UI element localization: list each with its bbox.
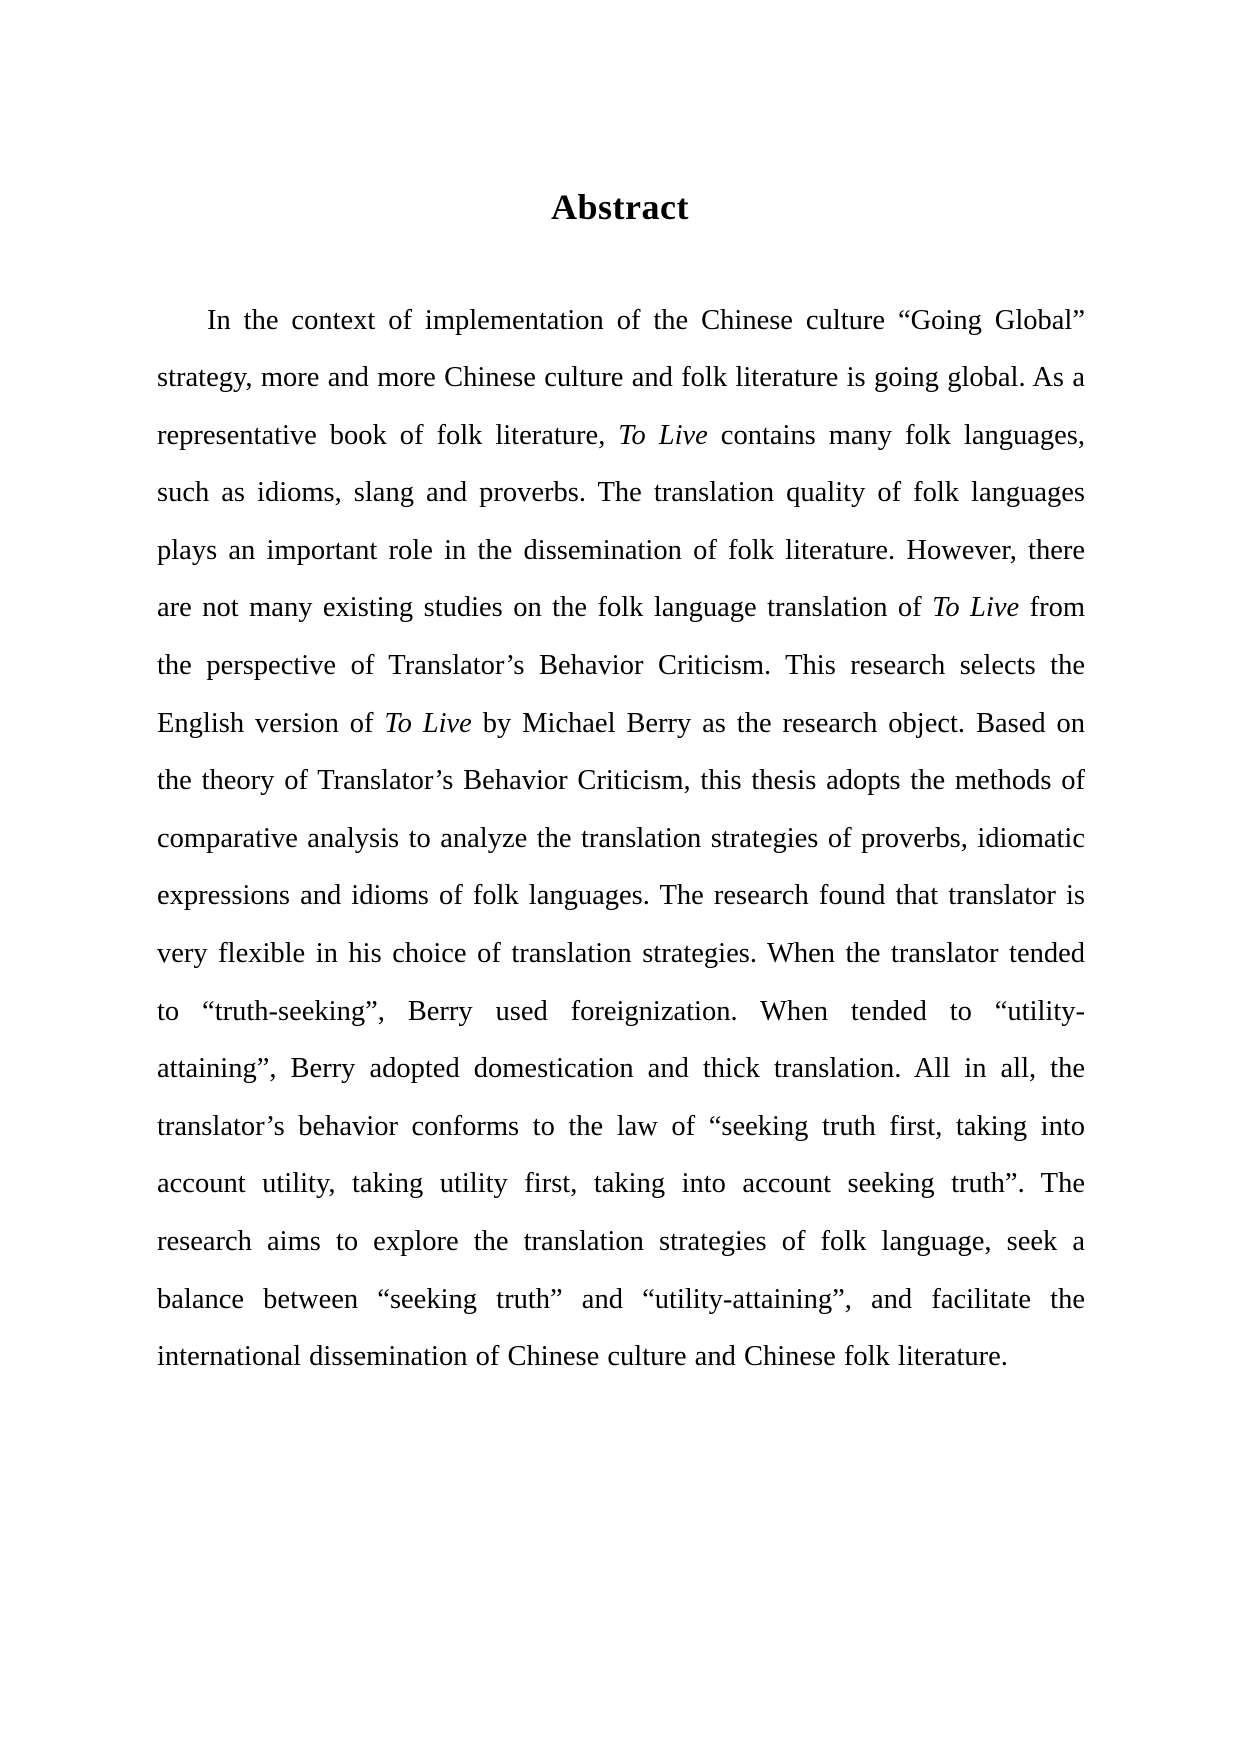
paragraph-text: contains many folk languages, such as idioms, slang and proverbs. The translation quality of folk languages plays an important role in the dissemination of folk literature. However, there are not many existing studies on the folk language translation of — [157, 419, 1085, 624]
abstract-paragraph — [157, 292, 1085, 1386]
paragraph-text: In the context of implementation of the Chinese culture “Going Global” strategy, more and more Chinese culture and folk literature is going global. As a representative book of folk literature, — [157, 304, 1085, 451]
book-title-italic: To Live — [932, 592, 1020, 624]
book-title-italic: To Live — [384, 707, 472, 739]
paragraph-text: from the perspective of Translator’s Behavior Criticism. This research selects the English version of — [157, 592, 1085, 739]
page-title: Abstract — [551, 187, 689, 227]
paragraph-text: by Michael Berry as the research object. Based on the theory of Translator’s Behavior Criticism, this thesis adopts the methods of comparative analysis to analyze the translation strategies of proverbs, idiomatic expressions and idioms of folk languages. The research found that translator is very flexible in his choice of translation strategies. When the translator tended to “truth-seeking”, Berry used foreignization. When tended to “utility-attaining”, Berry adopted domestication and thick translation. All in all, the translator’s behavior conforms to the law of “seeking truth first, taking into account utility, taking utility first, taking into account seeking truth”. The research aims to explore the translation strategies of folk language, seek a balance between “seeking truth” and “utility-attaining”, and facilitate the international dissemination of Chinese culture and Chinese folk literature. — [157, 707, 1085, 1373]
book-title-italic: To Live — [618, 419, 708, 451]
